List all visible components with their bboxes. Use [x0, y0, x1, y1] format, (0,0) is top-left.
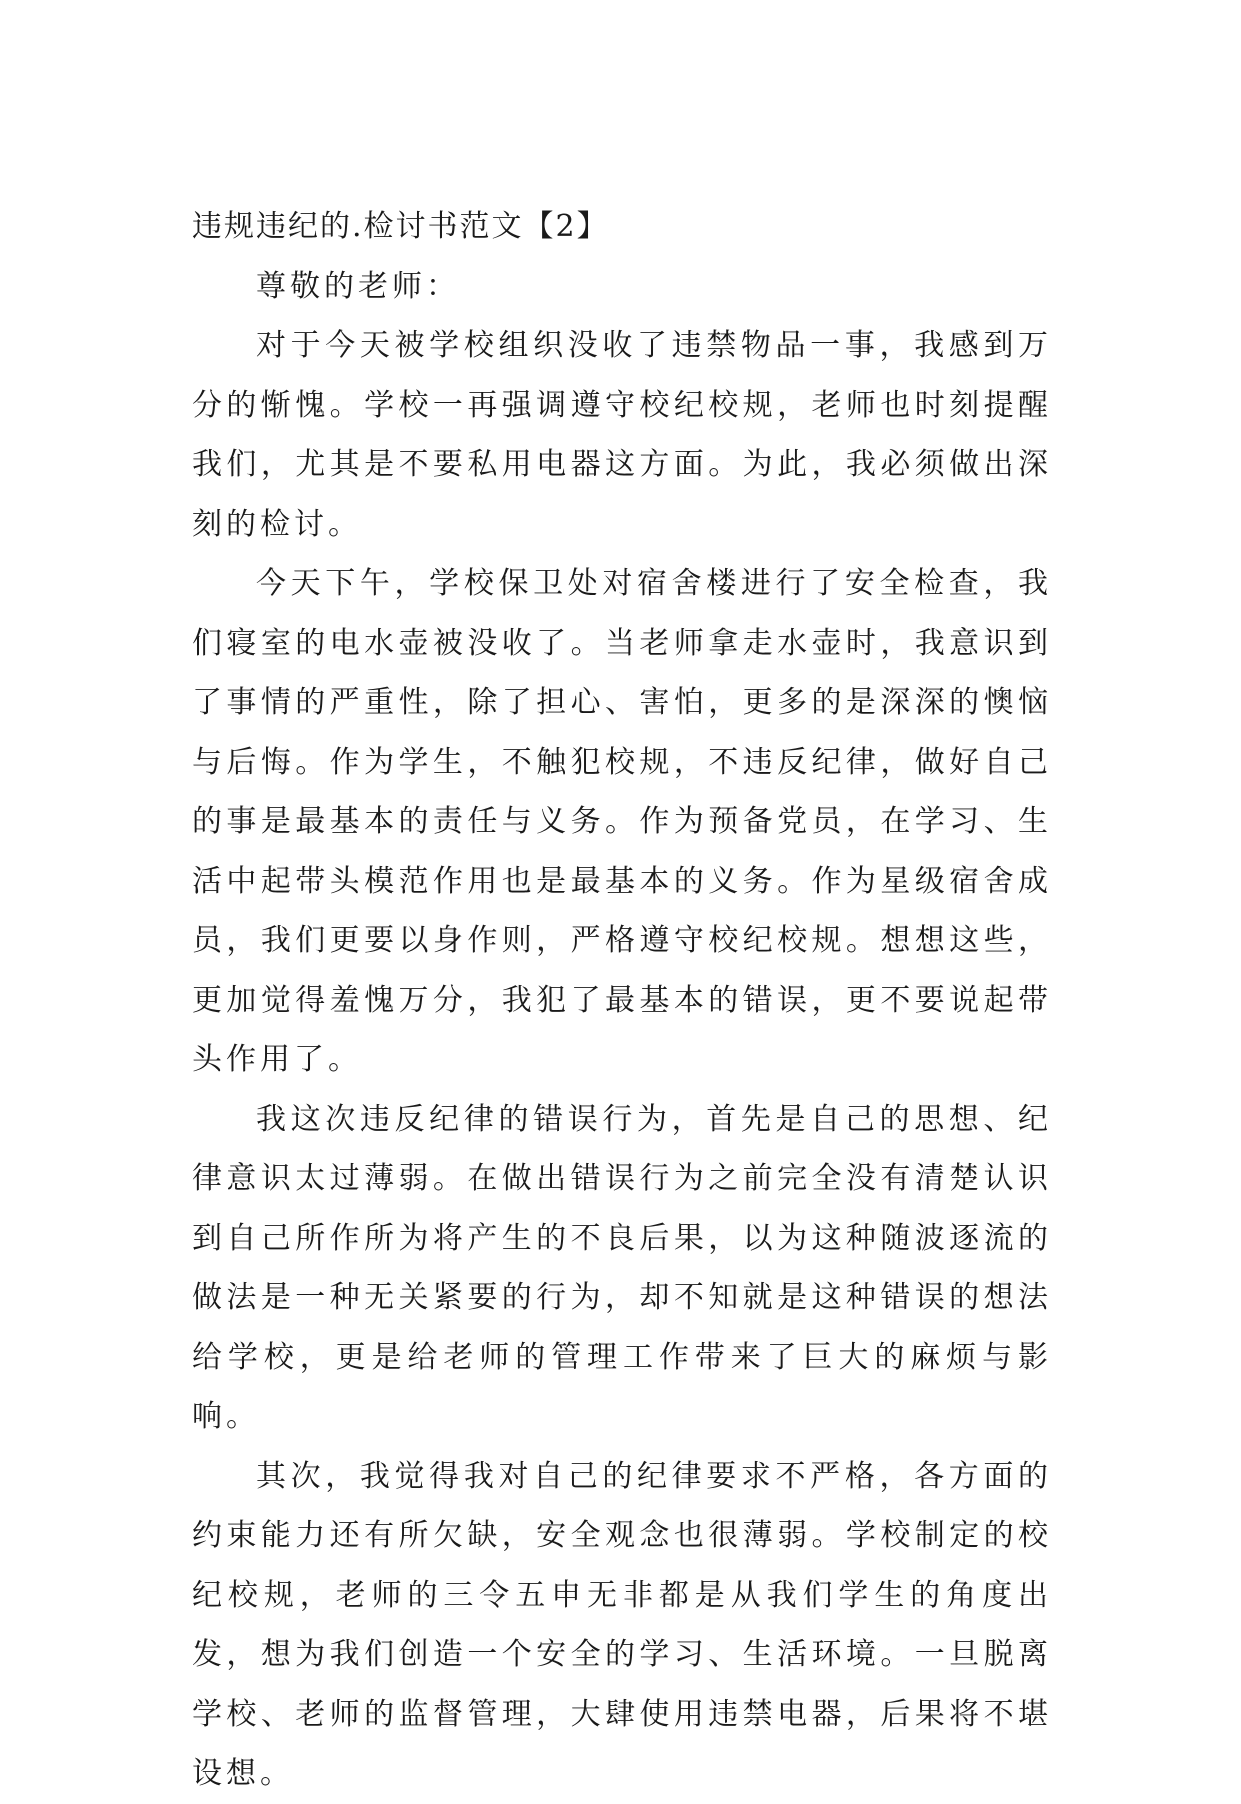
- salutation: 尊敬的老师：: [256, 268, 460, 304]
- paragraph-3: 我这次违反纪律的错误行为，首先是自己的思想、纪律意识太过薄弱。在做出错误行为之前完全没有清楚认识到自己所作所为将产生的不良后果，以为这种随波逐流的做法是一种无关紧要的行为，却不知就是这种错误的想法给学校，更是给老师的管理工作带来了巨大的麻烦与影响。: [192, 1101, 1052, 1434]
- paragraph-4: 其次，我觉得我对自己的纪律要求不严格，各方面的约束能力还有所欠缺，安全观念也很薄弱。学校制定的校纪校规，老师的三令五申无非都是从我们学生的角度出发，想为我们创造一个安全的学习、生活环境。一旦脱离学校、老师的监督管理，大肆使用违禁电器，后果将不堪设想。: [192, 1458, 1052, 1791]
- document-title: 违规违纪的.检讨书范文【2】: [192, 209, 609, 244]
- document-body: [192, 197, 1052, 1804]
- paragraph-2: 今天下午，学校保卫处对宿舍楼进行了安全检查，我们寝室的电水壶被没收了。当老师拿走水壶时，我意识到了事情的严重性，除了担心、害怕，更多的是深深的懊恼与后悔。作为学生，不触犯校规，不违反纪律，做好自己的事是最基本的责任与义务。作为预备党员，在学习、生活中起带头模范作用也是最基本的义务。作为星级宿舍成员，我们更要以身作则，严格遵守校纪校规。想想这些，更加觉得羞愧万分，我犯了最基本的错误，更不要说起带头作用了。: [192, 566, 1052, 1077]
- paragraph-1: 对于今天被学校组织没收了违禁物品一事，我感到万分的惭愧。学校一再强调遵守校纪校规，老师也时刻提醒我们，尤其是不要私用电器这方面。为此，我必须做出深刻的检讨。: [192, 328, 1052, 542]
